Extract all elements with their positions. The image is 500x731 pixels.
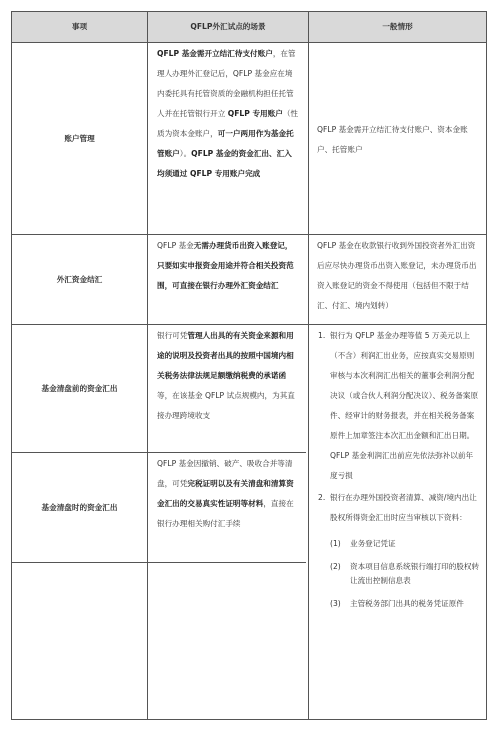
comparison-table: [11, 11, 487, 720]
column-divider: [147, 12, 148, 719]
qflp-pre-liquidation-text: [157, 326, 299, 426]
emphasis-text: 完税证明以及有关清盘和清算资金汇出的交易真实性证明等材料: [157, 479, 294, 508]
emphasis-text: QFLP 基金的资金汇出、汇入均须通过 QFLP 专用账户完成: [157, 149, 292, 178]
emphasis-text: QFLP 专用账户: [227, 109, 283, 118]
general-remittance-text: [318, 326, 480, 611]
general-account-text: QFLP 基金需开立结汇待支付账户、资本金账户、托管账户: [317, 125, 468, 154]
list-item: (3) 主管税务部门出具的税务凭证原件: [330, 599, 464, 608]
list-item: 1. 银行为 QFLP 基金办理等值 5 万美元以上（不含）利润汇出业务，应按真实交易原则审核与本次利润汇出相关的董事会利润分配决议（或合伙人利润分配决议）、税务备案原件、经审计的财务报表，并在相关税务备案原件上加章签注本次汇出金额和汇出日期。QFLP 基金利润汇出前应先依法弥补以前年度亏损: [318, 331, 479, 480]
emphasis-text: 无需办理货币出资入账登记，只要如实申报资金用途并符合相关投资范围，可直接在银行办理外汇资金结汇: [157, 241, 294, 290]
header-qflp: QFLP外汇试点的场景: [190, 22, 266, 31]
emphasis-text: QFLP 基金需开立结汇待支付账户: [157, 49, 273, 58]
emphasis-text: 管理人出具的有关资金来源和用途的说明及投资者出具的按照中国境内相关税务法律法规足额缴纳税费的承诺函: [157, 331, 294, 380]
list-item: (2) 资本项目信息系统银行端打印的股权转让流出控制信息表: [330, 562, 480, 585]
list-item: (1) 业务登记凭证: [330, 539, 396, 548]
qflp-settlement-text: [157, 236, 299, 296]
body-text: 银行可凭: [157, 331, 188, 340]
row-label-account: 账户管理: [64, 133, 95, 143]
body-text: ，在管理人办理外汇登记后，QFLP 基金应在境内委托具有托管资质的金融机构担任托管人并在托管银行开立: [157, 49, 296, 118]
list-item: 2. 银行在办理外国投资者清算、减资/境内出让股权所得资金汇出时应当审核以下资料：: [318, 493, 477, 522]
body-text: QFLP 基金因撤销、破产、吸收合并等清盘，可凭: [157, 459, 293, 488]
body-text: ，直接在银行办理相关购付汇手续: [157, 499, 294, 528]
row-label-liquidation: 基金清盘时的资金汇出: [41, 502, 118, 512]
body-text: 等，在该基金 QFLP 试点规模内，为其直接办理跨境收支: [157, 391, 295, 420]
body-text: （性质为资本金账户，: [157, 109, 299, 138]
row-label-settlement: 外汇资金结汇: [56, 274, 103, 284]
body-text: ）。: [179, 149, 192, 158]
header-item: 事项: [71, 22, 88, 31]
row-divider: [12, 562, 306, 563]
header-general: 一般情形: [382, 22, 413, 31]
qflp-account-text: [157, 44, 299, 184]
column-divider: [308, 12, 309, 719]
qflp-liquidation-text: [157, 454, 299, 534]
row-label-pre-liquidation: 基金清盘前的资金汇出: [41, 383, 118, 393]
emphasis-text: 可一户两用作为基金托管账户: [157, 129, 294, 158]
general-settlement-text: QFLP 基金在收款银行收到外国投资者外汇出资后应尽快办理货币出资入账登记，未办理货币出资入账登记的资金不得使用（包括但不限于结汇、付汇、境内划转）: [317, 241, 477, 310]
body-text: QFLP 基金: [157, 241, 194, 250]
